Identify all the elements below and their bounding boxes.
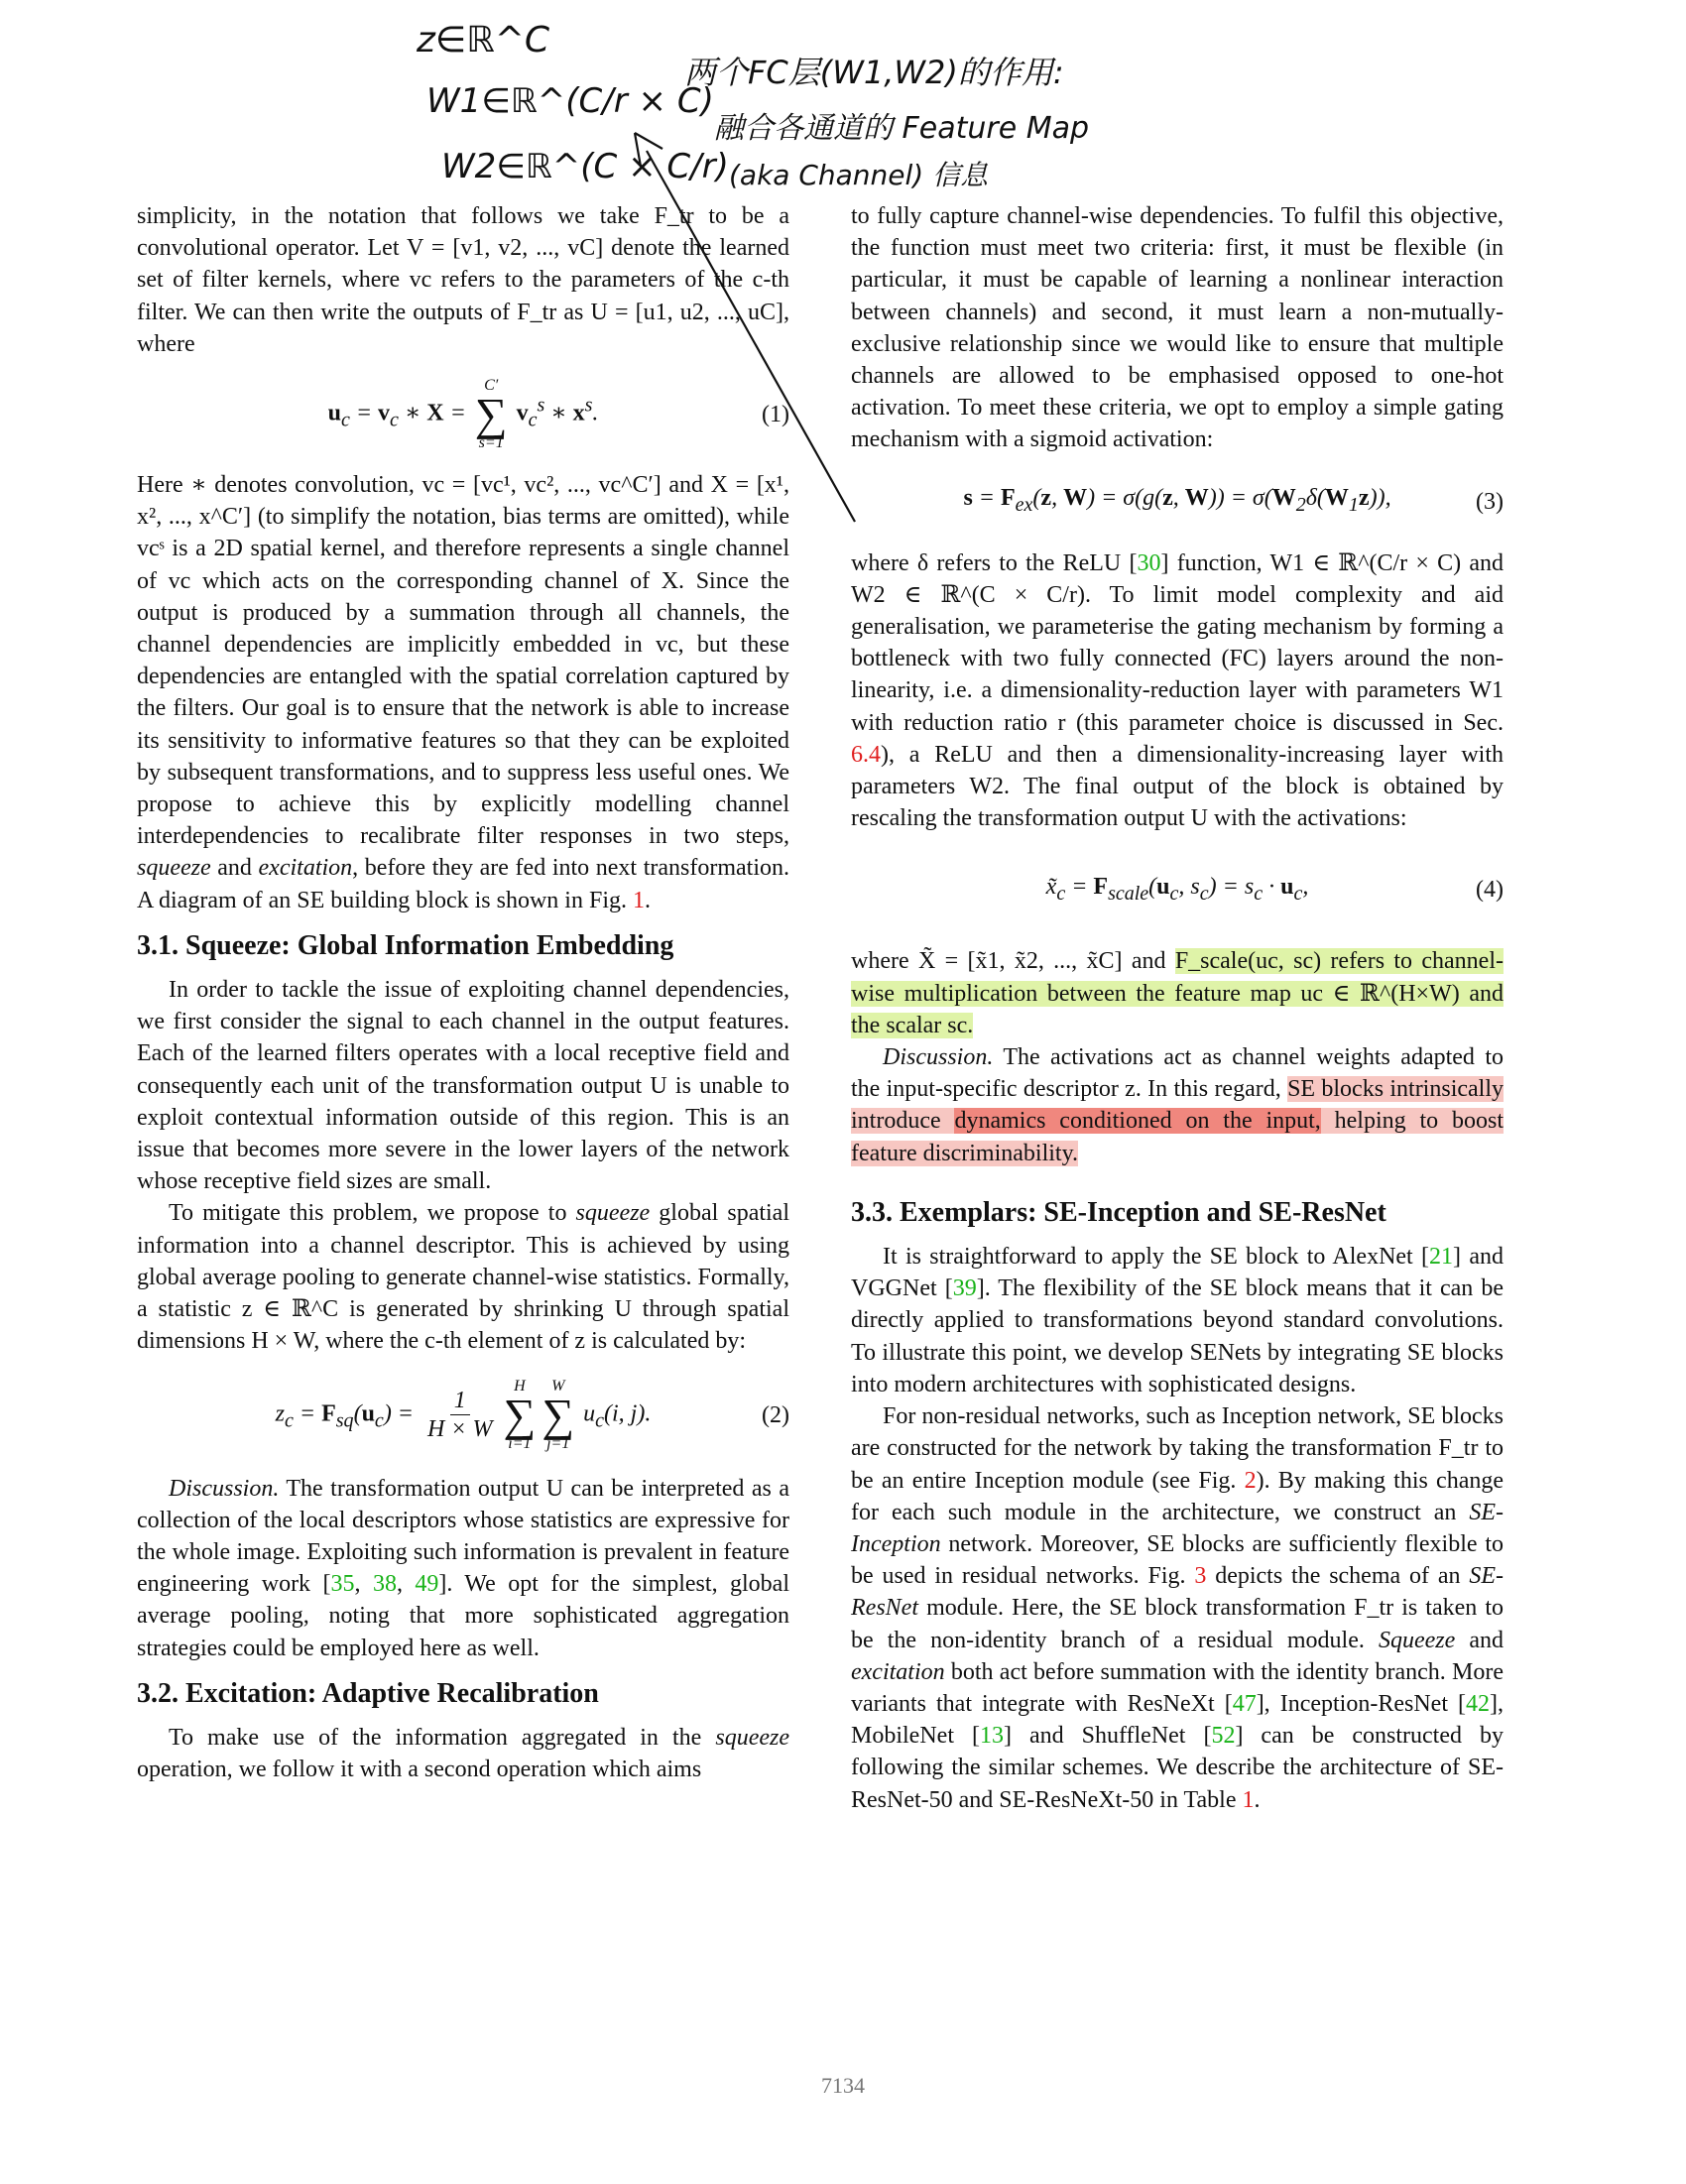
- fig-2-link[interactable]: 2: [1244, 1467, 1257, 1494]
- right-paragraph-4: Discussion. The activations act as channel weights adapted to the input-specific descriptor z. In this regard, SE blocks intrinsically introduce dynamics conditioned on the input, helping to boost feature discriminability.: [851, 1044, 1505, 1166]
- highlight-pink-2: helping to boost feature discriminability.: [851, 1108, 1504, 1166]
- left-paragraph-6: To make use of the information aggregated in the squeeze operation, we follow it with a second operation which aims: [137, 1724, 789, 1783]
- equation-4-number: (4): [1476, 877, 1504, 904]
- cite-42[interactable]: 42: [1466, 1690, 1490, 1717]
- handwritten-w1-line: W1∈ℝ^(C/r × C): [426, 81, 714, 121]
- page-number: 7134: [821, 2073, 865, 2098]
- right-paragraph-1: to fully capture channel-wise dependencies. To fulfil this objective, the function must meet two criteria: first, it must be flexible (in particular, it must be capable of learning a nonlinear interaction between channels) and second, it must learn a non-mutually-exclusive relationship since we would like to ensure that multiple channels are allowed to be emphasised opposed to one-hot activation. To meet these criteria, we opt to employ a simple gating mechanism with a sigmoid activation:: [851, 203, 1504, 453]
- left-paragraph-3: In order to tackle the issue of exploiting channel dependencies, we first consider the signal to each channel in the output features. Each of the learned filters operates with a local receptive field and consequently each unit of the transformation output U is unable to exploit contextual information outside of this region. This is an issue that becomes more severe in the lower layers of the network whose receptive field sizes are small.: [137, 977, 789, 1195]
- handwritten-note-line3: (aka Channel) 信息: [729, 159, 989, 191]
- cite-13[interactable]: 13: [979, 1723, 1004, 1750]
- left-paragraph-2: Here ∗ denotes convolution, vc = [vc¹, vc², ..., vc^C′] and X = [x¹, x², ..., x^C′] (to simplify the notation, bias terms are omitted), while vcˢ is a 2D spatial kernel, and therefore represents a single channel of vc which acts on the corresponding channel of X. Since the output is produced by a summation through all channels, the channel dependencies are implicitly embedded in vc, but these dependencies are entangled with the spatial correlation captured by the filters. Our goal is to ensure that the network is able to increase its sensitivity to informative features so that they can be exploited by subsequent transformations, and to suppress less useful ones. We propose to achieve this by explicitly modelling channel interdependencies to recalibrate filter responses in two steps, squeeze and excitation, before they are fed into next transformation. A diagram of an SE building block is shown in Fig. 1.: [137, 472, 789, 913]
- cite-39[interactable]: 39: [952, 1275, 977, 1302]
- left-paragraph-1: simplicity, in the notation that follows we take F_tr to be a convolutional operator. Let V = [v1, v2, ..., vC] denote the learned set of filter kernels, where vc refers to the parameters of the c-th filter. We can then write the outputs of F_tr as U = [u1, u2, ..., uC], where: [137, 203, 789, 357]
- right-paragraph-2: where δ refers to the ReLU [30] function, W1 ∈ ℝ^(C/r × C) and W2 ∈ ℝ^(C × C/r). To limit model complexity and aid generalisation, we parameterise the gating mechanism by forming a bottleneck with two fully connected (FC) layers around the non-linearity, i.e. a dimensionality-reduction layer with parameters W1 with reduction ratio r (this parameter choice is discussed in Sec. 6.4), a ReLU and then a dimensionality-increasing layer with parameters W2. The final output of the block is obtained by rescaling the transformation output U with the activations:: [851, 549, 1504, 832]
- handwritten-note-line1: 两个FC层(W1,W2)的作用:: [684, 54, 1064, 91]
- left-column: [137, 200, 789, 1785]
- highlight-red: dynamics conditioned on the input,: [954, 1108, 1321, 1135]
- equation-2-number: (2): [762, 1401, 789, 1428]
- handwritten-w2-line: W2∈ℝ^(C × C/r): [441, 147, 729, 186]
- equation-4: [851, 842, 1504, 937]
- right-paragraph-6: For non-residual networks, such as Inception network, SE blocks are constructed for the network by taking the transformation F_tr to be an entire Inception module (see Fig. 2). By making this change for each such module in the architecture, we construct an SE-Inception network. Moreover, SE blocks are sufficiently flexible to be used in residual networks. Fig. 3 depicts the schema of an SE-ResNet module. Here, the SE block transformation F_tr is taken to be the non-identity branch of a residual module. Squeeze and excitation both act before summation with the identity branch. More variants that integrate with ResNeXt [47], Inception-ResNet [42], MobileNet [13] and ShuffleNet [52] can be constructed by following the similar schemes. We describe the architecture of SE-ResNet-50 and SE-ResNeXt-50 in Table 1.: [851, 1403, 1504, 1813]
- right-paragraph-5: It is straightforward to apply the SE block to AlexNet [21] and VGGNet [39]. The flexibility of the SE block means that it can be directly applied to transformations beyond standard convolutions. To illustrate this point, we develop SENets by integrating SE blocks into modern architectures with sophisticated designs.: [851, 1244, 1505, 1397]
- equation-3-number: (3): [1476, 488, 1504, 515]
- equation-1: [137, 368, 789, 461]
- left-paragraph-4: To mitigate this problem, we propose to squeeze global spatial information into a channel descriptor. This is achieved by using global average pooling to generate channel-wise statistics. Formally, a statistic z ∈ ℝ^C is generated by shrinking U through spatial dimensions H × W, where the c-th element of z is calculated by:: [137, 1200, 790, 1355]
- fig-3-link[interactable]: 3: [1194, 1563, 1207, 1590]
- table-1-link[interactable]: 1: [1242, 1786, 1255, 1813]
- handwritten-note-line2: 融合各通道的 Feature Map: [714, 111, 1090, 146]
- section-3-2-heading: 3.2. Excitation: Adaptive Recalibration: [137, 1677, 599, 1709]
- cite-49[interactable]: 49: [415, 1571, 439, 1598]
- highlight-green: F_scale(uc, sc) refers to channel-wise multiplication between the feature map uc ∈ ℝ^(H×W) and the scalar sc.: [851, 948, 1504, 1038]
- equation-3-body: $s = F_{ex}(z$, W) = σ(g(z, $W)) = \sigma(W_2\delta(W_1z))$,: [963, 485, 1391, 516]
- section-3-3-heading: 3.3. Exemplars: SE-Inception and SE-ResNet: [851, 1196, 1386, 1228]
- left-paragraph-5: Discussion. The transformation output U can be interpreted as a collection of the local descriptors whose statistics are expressive for the whole image. Exploiting such information is prevalent in feature engineering work [35, 38, 49]. We opt for the simplest, global average pooling, noting that more sophisticated aggregation strategies could be employed here as well.: [137, 1475, 790, 1661]
- equation-2: [137, 1366, 789, 1465]
- sec-6-4-link[interactable]: 6.4: [851, 741, 881, 768]
- right-paragraph-3: where X̃ = [x̃1, x̃2, ..., x̃C] and F_scale(uc, sc) refers to channel-wise multiplication between the feature map uc ∈ ℝ^(H×W) and the scalar sc.: [851, 948, 1504, 1038]
- equation-1-number: (1): [762, 401, 789, 427]
- right-column: [851, 200, 1504, 1816]
- cite-35[interactable]: 35: [330, 1571, 355, 1598]
- fig-1-link[interactable]: 1: [632, 887, 645, 913]
- equation-3: [851, 464, 1504, 540]
- section-3-1-heading: 3.1. Squeeze: Global Information Embedding: [137, 929, 674, 961]
- cite-21[interactable]: 21: [1429, 1244, 1454, 1271]
- cite-52[interactable]: 52: [1211, 1723, 1236, 1750]
- equation-2-body: $z_c = F_{sq}(u_c)$ = $\frac{1}{H \times W}$ H ∑ i=1 W ∑ j=1 $u_c(i$, j).: [275, 1377, 652, 1452]
- cite-30[interactable]: 30: [1137, 549, 1161, 576]
- equation-1-body: $u_c = v_c$ ∗ X = C′ ∑ s=1 $v_c^s$ ∗ $x^s$.: [327, 377, 599, 452]
- equation-4-body: $x̃_c = F_{scale}(u_c$, $s_c) = s_c \cdot u_c$,: [1045, 873, 1309, 905]
- cite-38[interactable]: 38: [372, 1571, 397, 1598]
- handwritten-z-line: z∈ℝ^C: [417, 20, 550, 61]
- highlight-pink-1: SE blocks intrinsically introduce: [851, 1076, 1505, 1135]
- cite-47[interactable]: 47: [1232, 1690, 1257, 1717]
